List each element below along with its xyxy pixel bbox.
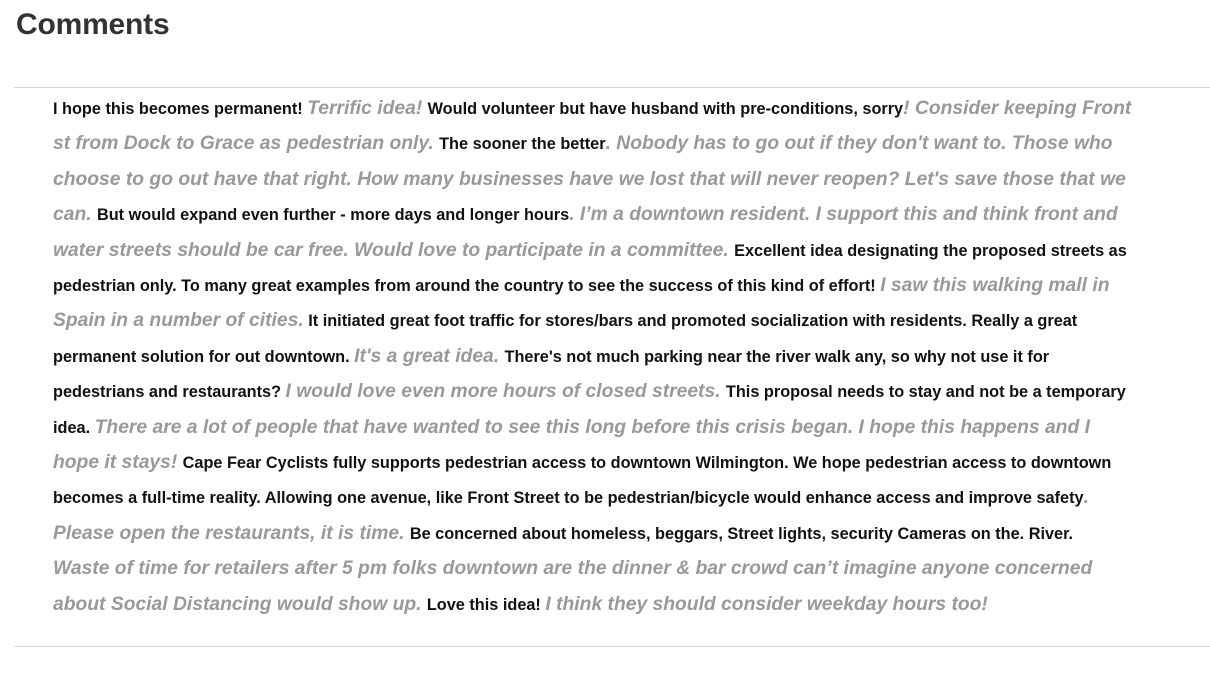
comment-fragment: Love this idea! [426,595,546,614]
comment-fragment: It initiated great foot traffic for stores/bars and promoted socialization with residents. Really a great permanent solution for out downtown. [53,312,1078,366]
comment-fragment: . I’m a downtown resident. I support this and think front and water streets should be car free. Would love to participate in a committee. [53,204,1118,261]
bottom-divider [14,646,1210,647]
comment-fragment: Would volunteer but have husband with pre-conditions, sorry [427,100,904,118]
comments-body [53,92,1133,623]
comment-fragment: Waste of time for retailers after 5 pm folks downtown are the dinner & bar crowd can’t imagine anyone concerned about Social Distancing would show up. [53,558,1093,615]
comment-fragment: I hope this becomes permanent! [53,100,308,118]
comment-fragment: I would love even more hours of closed streets. [285,381,726,403]
comment-fragment: I saw this walking mall in Spain in a number of cities. [53,275,1110,332]
comment-fragment: I think they should consider weekday hours too! [545,593,988,615]
comment-fragment: Be concerned about homeless, beggars, Street lights, security Cameras on the. River. [409,524,1074,543]
top-divider [14,87,1210,88]
comment-fragment: But would expand even further - more days and longer hours [96,206,570,225]
page-title: Comments [16,8,170,41]
comment-fragment: Excellent idea designating the proposed streets as pedestrian only. To many great examples from around the country to see the success of this kind of effort! [53,241,1127,296]
comment-fragment: The sooner the better [439,135,606,154]
comment-fragment: ! [903,98,915,119]
comment-fragment: Consider keeping Front st from Dock to Grace as pedestrian only. [53,98,1132,155]
comment-fragment: There are a lot of people that have wanted to see this long before this crisis began. I hope this happens and I hope it stays! [53,416,1090,474]
comment-fragment: Cape Fear Cyclists fully supports pedestrian access to downtown Wilmington. We hope pedestrian access to downtown becomes a full-time reality. Allowing one avenue, like Front Street to be pedestrian/bicycle would enhance access and improve safety [53,454,1112,508]
comment-fragment: It's a great idea. [354,345,505,367]
comment-fragment: . Nobody has to go out if they don't want to. Those who choose to go out have that right. How many businesses have we lost that will never reopen? Let's save those that we can. [53,133,1126,226]
comment-fragment: There's not much parking near the river walk any, so why not use it for pedestrians and restaurants? [53,347,1050,402]
comment-fragment: This proposal needs to stay and not be a temporary idea. [53,383,1126,437]
comment-fragment: . Please open the restaurants, it is time. [53,487,1089,544]
comment-fragment: Terrific idea! [307,98,428,119]
